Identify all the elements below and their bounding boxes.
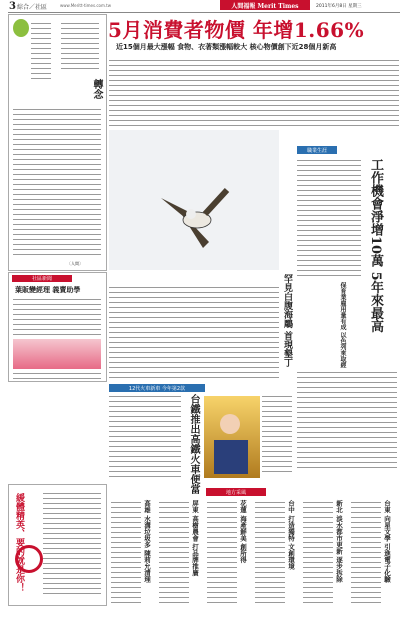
header-rule (8, 12, 400, 13)
eagle-body (109, 285, 279, 380)
eagle-caption (109, 272, 279, 282)
community-text (13, 297, 101, 335)
community-caption (13, 371, 101, 379)
local-text (255, 500, 285, 604)
lead-headline: 5月消費者物價 年增1.66% (108, 18, 365, 42)
local-headline: 台中 打造獨特 文創環境 (287, 500, 295, 570)
jobs-tag: 職業生涯 (297, 146, 337, 154)
local-headline: 新北 淡水都市更新 逐步拆除 (335, 500, 343, 583)
bento-box-icon (214, 440, 248, 474)
local-headline: 屏東 高樹農會 打品牌推廣 (191, 500, 199, 577)
column-author: 〔人間〕 (67, 261, 83, 266)
community-tag: 社區新聞 (12, 275, 72, 282)
railway-caption (262, 394, 292, 474)
railway-body (109, 394, 181, 479)
local-text (207, 500, 237, 604)
issue-date: 2011年6月8日 星期三 (316, 4, 362, 9)
jobs-title: 工作機會淨增10萬 5年來最高 (368, 158, 383, 333)
railway-tag: 12代火車新車 今年第2款 (109, 384, 205, 392)
jobs-body-2 (297, 370, 397, 470)
site-url[interactable]: www.Meritt-times.com.tw (60, 3, 112, 8)
column-logo-icon (13, 19, 29, 37)
left-column-box (8, 14, 107, 271)
page-number: 3 (9, 1, 16, 12)
jobs-body (297, 158, 361, 278)
local-text (159, 500, 189, 604)
railway-title: 台鐵推出高鐵火車便當 (188, 394, 199, 494)
column-title: 轉念 (91, 79, 102, 99)
local-headline: 高雄 水溝垃圾多 陳莉允清理 (143, 500, 151, 583)
column-body (13, 107, 101, 257)
local-text (111, 500, 141, 604)
local-headline: 花蓮 海產鮮美 創所得 (239, 500, 247, 564)
local-text (351, 500, 381, 604)
community-photo (13, 339, 101, 369)
ad-box (8, 484, 107, 606)
jobs-subtitle: 保育業雇用量有成 以色列來取經 (339, 282, 346, 369)
eagle-title: 罕見白腹海鵰 首現墾丁 (282, 274, 292, 368)
local-text (303, 500, 333, 604)
community-title: 葉販變經理 義賣助學 (15, 286, 81, 294)
ad-text (43, 491, 101, 595)
lead-subheadline: 近15個月最大漲幅 食物、衣著類漲幅較大 核心物價創下近28個月新高 (116, 43, 337, 51)
community-box (8, 272, 107, 382)
masthead-logo: 人間福報 Merit Times (220, 0, 310, 10)
local-headline: 台東 向星文學 引進電子化驗 (383, 500, 391, 583)
eagle-icon (109, 130, 279, 270)
local-news-area (109, 498, 399, 608)
person-icon (220, 414, 240, 434)
local-tag: 地方采風 (206, 488, 266, 496)
lead-body-text (109, 58, 399, 128)
ad-title: 緩體精英、要的就是你！ (14, 493, 24, 592)
section-name: 綜合／社區 (17, 4, 48, 11)
railway-photo (204, 396, 260, 478)
column-text (61, 21, 99, 71)
column-text (31, 21, 51, 81)
eagle-photo (109, 130, 279, 270)
target-icon (15, 545, 43, 573)
